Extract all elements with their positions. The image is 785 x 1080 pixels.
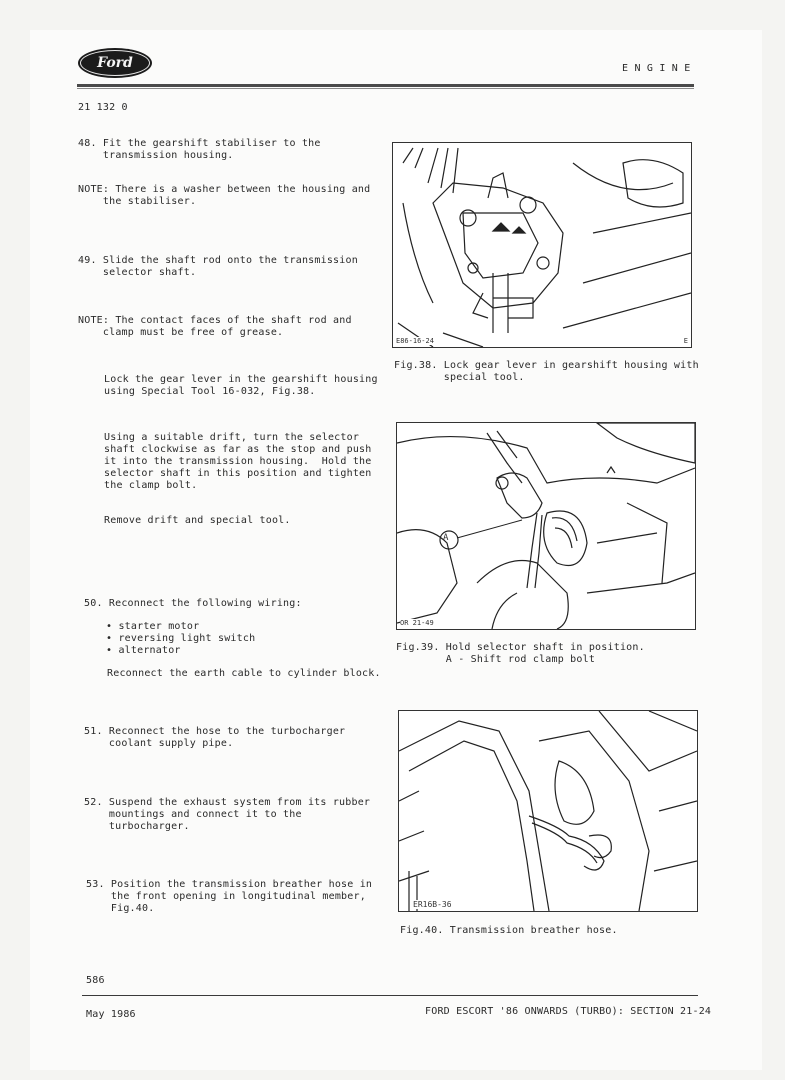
page-number: 586 xyxy=(86,975,105,986)
ford-logo-wordmark: Ford xyxy=(80,50,150,76)
figure-38-tag-right: E xyxy=(683,337,688,345)
step-52: 52. Suspend the exhaust system from its rubber mountings and connect it to the turbocharger. xyxy=(84,797,371,832)
figure-40-tag: ER16B-36 xyxy=(413,900,452,909)
remove-instruction: Remove drift and special tool. xyxy=(104,515,291,526)
step-53: 53. Position the transmission breather hose in the front opening in longitudinal member, Fig.40. xyxy=(86,879,373,914)
step-51: 51. Reconnect the hose to the turbocharger coolant supply pipe. xyxy=(84,726,346,749)
footer-rule xyxy=(82,995,698,996)
figure-40-illustration xyxy=(398,710,698,912)
earth-instruction: Reconnect the earth cable to cylinder block. xyxy=(107,668,381,679)
note-49: NOTE: The contact faces of the shaft rod and clamp must be free of grease. xyxy=(78,315,352,338)
ford-logo xyxy=(78,48,152,78)
figure-39-tag: OR 21-49 xyxy=(400,619,434,627)
wiring-item: • starter motor xyxy=(106,621,200,632)
figure-39-caption: Fig.39. Hold selector shaft in position. A - Shift rod clamp bolt xyxy=(396,642,645,665)
wiring-item: • reversing light switch xyxy=(106,633,256,644)
header-rule-thin xyxy=(77,88,694,89)
footer-date: May 1986 xyxy=(86,1009,136,1020)
note-48: NOTE: There is a washer between the housing and the stabiliser. xyxy=(78,184,371,207)
figure-39-callout-a: A xyxy=(443,533,449,543)
step-50: 50. Reconnect the following wiring: xyxy=(84,598,302,609)
wiring-item: • alternator xyxy=(106,645,181,656)
figure-40-caption: Fig.40. Transmission breather hose. xyxy=(400,925,618,936)
figure-38-caption: Fig.38. Lock gear lever in gearshift housing with special tool. xyxy=(394,360,699,383)
drift-instruction: Using a suitable drift, turn the selector shaft clockwise as far as the stop and push it into the transmission housing. Hold the selector shaft in this position and tighten the clamp bolt. xyxy=(104,432,372,491)
lock-instruction: Lock the gear lever in the gearshift housing using Special Tool 16-032, Fig.38. xyxy=(104,374,378,397)
figure-39-illustration xyxy=(396,422,696,630)
figure-38-illustration xyxy=(392,142,692,348)
footer-title: FORD ESCORT '86 ONWARDS (TURBO): SECTION 21-24 xyxy=(425,1006,712,1017)
header-rule xyxy=(77,84,694,87)
step-48: 48. Fit the gearshift stabiliser to the transmission housing. xyxy=(78,138,321,161)
section-title: E N G I N E xyxy=(622,63,691,74)
step-49: 49. Slide the shaft rod onto the transmission selector shaft. xyxy=(78,255,358,278)
figure-38-tag: E86-16-24 xyxy=(396,337,434,345)
section-code: 21 132 0 xyxy=(78,102,128,113)
